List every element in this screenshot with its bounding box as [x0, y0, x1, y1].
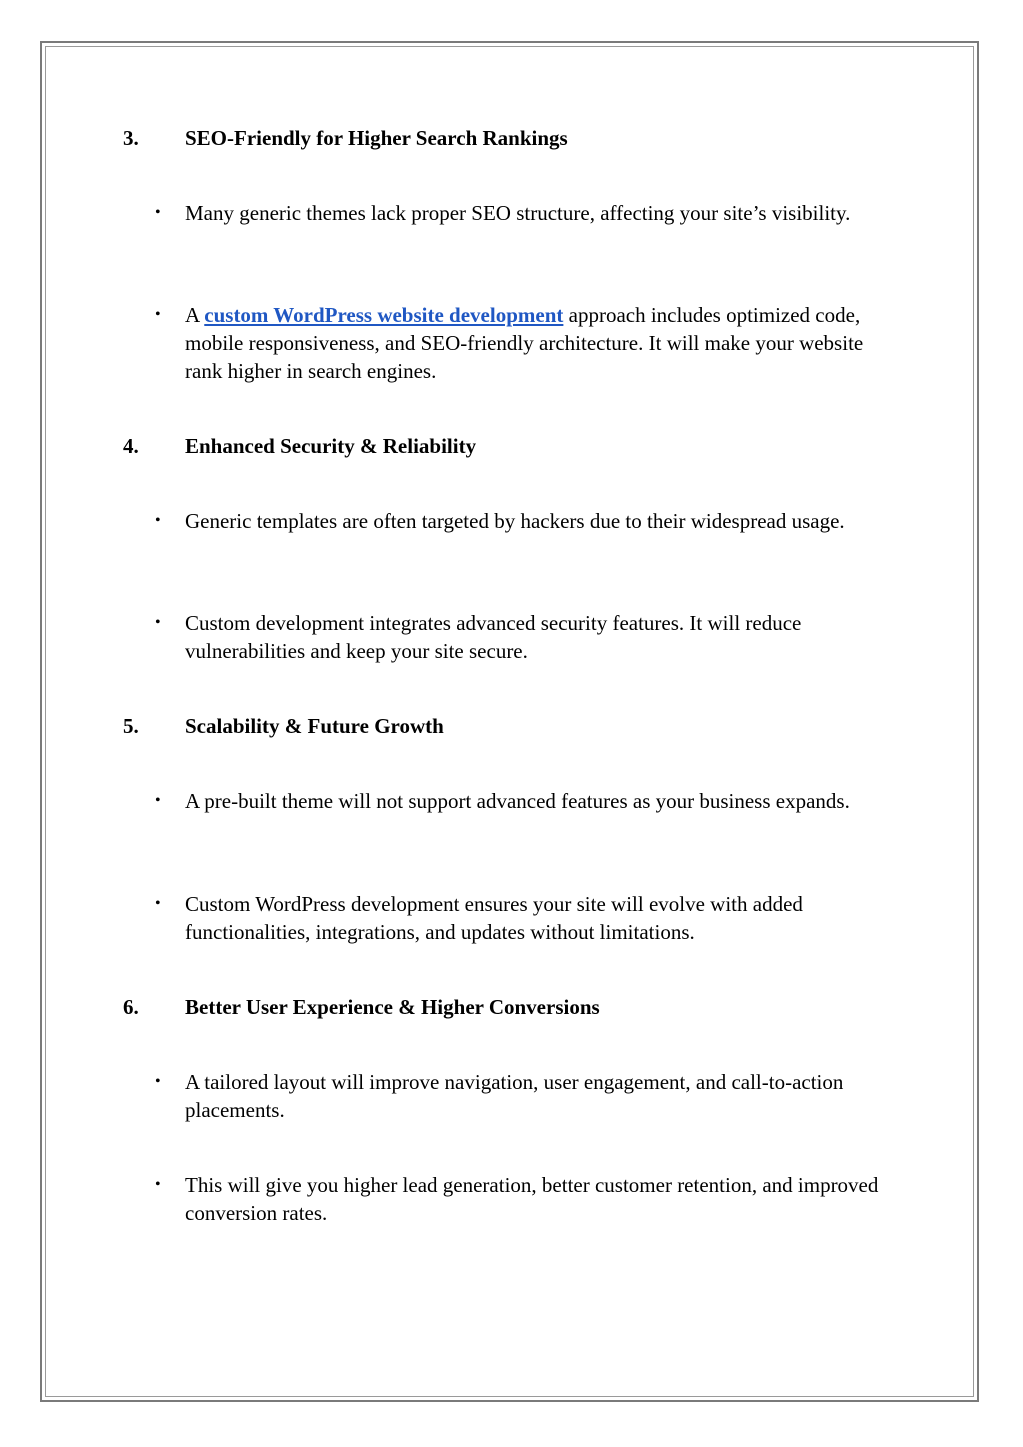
section-title: Enhanced Security & Reliability — [185, 434, 477, 458]
bullet-text-suffix: approach includes optimized code, mobile responsiveness, and SEO-friendly architecture. It will make your website rank higher in search engines. — [185, 303, 864, 383]
section-number: 3. — [123, 126, 139, 150]
bullet-text: Many generic themes lack proper SEO structure, affecting your site’s visibility. — [185, 201, 851, 225]
section-number: 4. — [123, 434, 139, 458]
section-title: SEO-Friendly for Higher Search Rankings — [185, 126, 568, 150]
bullet-icon: • — [155, 512, 161, 529]
custom-wordpress-link[interactable]: custom WordPress website development — [204, 303, 564, 327]
bullet-icon: • — [155, 306, 161, 323]
bullet-text: A tailored layout will improve navigation, user engagement, and call-to-action placements. — [185, 1070, 844, 1122]
bullet-icon: • — [155, 792, 161, 809]
section-title: Scalability & Future Growth — [185, 714, 444, 738]
section-title: Better User Experience & Higher Conversions — [185, 995, 600, 1019]
bullet-text: Generic templates are often targeted by hackers due to their widespread usage. — [185, 509, 845, 533]
bullet-text-prefix: A — [185, 303, 205, 327]
bullet-icon: • — [155, 614, 161, 631]
bullet-icon: • — [155, 1176, 161, 1193]
bullet-icon: • — [155, 1073, 161, 1090]
bullet-text: A pre-built theme will not support advanced features as your business expands. — [185, 789, 850, 813]
section-number: 6. — [123, 995, 139, 1019]
bullet-text: This will give you higher lead generation, better customer retention, and improved conversion rates. — [185, 1173, 879, 1225]
bullet-text — [185, 301, 900, 385]
bullet-text: Custom WordPress development ensures your site will evolve with added functionalities, integrations, and updates without limitations. — [185, 892, 803, 944]
section-number: 5. — [123, 714, 139, 738]
bullet-text: Custom development integrates advanced security features. It will reduce vulnerabilities and keep your site secure. — [185, 611, 802, 663]
bullet-icon: • — [155, 895, 161, 912]
bullet-icon: • — [155, 204, 161, 221]
